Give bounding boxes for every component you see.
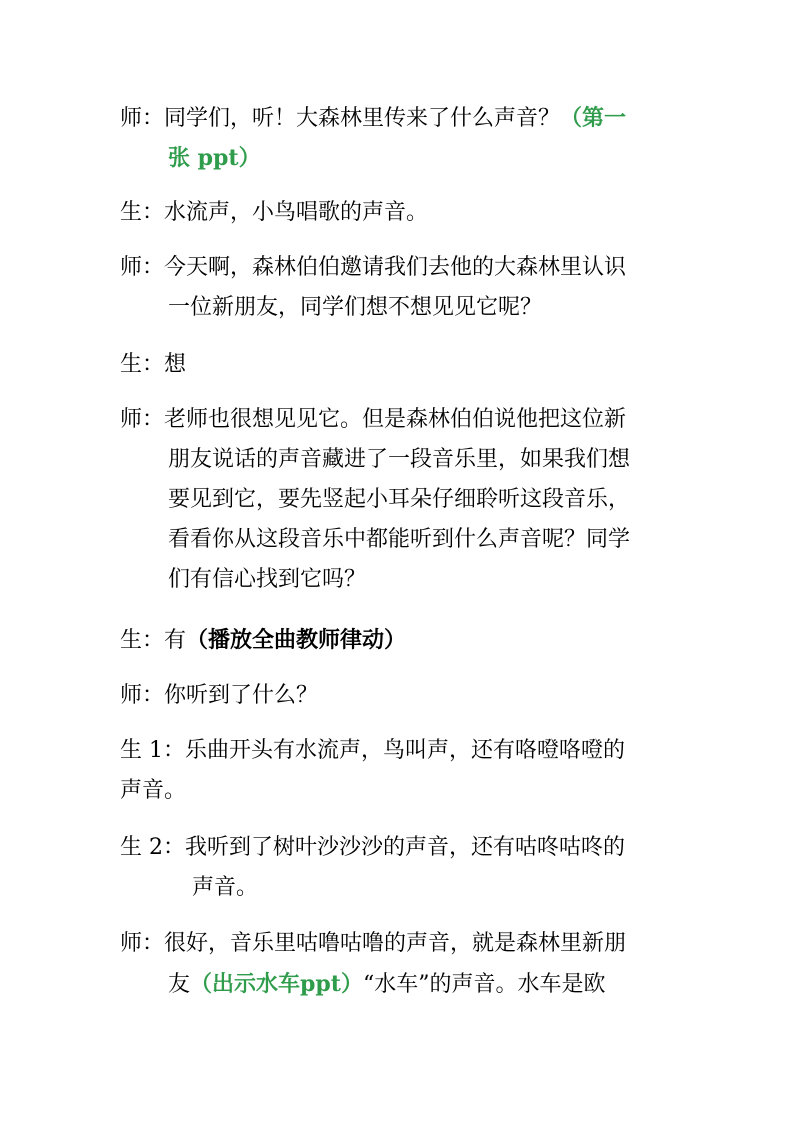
dialogue-text: 生 1：乐曲开头有水流声，鸟叫声，还有咯噔咯噔的 bbox=[120, 738, 625, 763]
paragraph-student-1 bbox=[120, 193, 680, 233]
dialogue-text: 生：有 bbox=[120, 628, 187, 653]
stage-direction: （第一 bbox=[560, 105, 627, 131]
dialogue-text: 朋友说话的声音藏进了一段音乐里，如果我们想 bbox=[168, 447, 631, 472]
dialogue-text: 要见到它，要先竖起小耳朵仔细聆听这段音乐， bbox=[168, 487, 631, 512]
dialogue-text: 师：很好，音乐里咕噜咕噜的声音，就是森林里新朋 bbox=[120, 931, 627, 956]
paragraph-student-5 bbox=[120, 828, 680, 908]
paragraph-student-2 bbox=[120, 345, 680, 385]
dialogue-text: 们有信心找到它吗？ bbox=[168, 567, 367, 592]
dialogue-text: 友 bbox=[168, 972, 191, 997]
paragraph-teacher-5 bbox=[120, 924, 680, 1004]
stage-direction: 张 ppt） bbox=[168, 145, 261, 171]
dialogue-text: 生 2：我听到了树叶沙沙沙的声音，还有咕咚咕咚的 bbox=[120, 835, 625, 860]
paragraph-student-4 bbox=[120, 731, 680, 811]
dialogue-text: 看看你从这段音乐中都能听到什么声音呢？同学 bbox=[168, 527, 631, 552]
stage-direction: （播放全曲教师律动） bbox=[186, 627, 407, 653]
dialogue-text: 师：老师也很想见见它。但是森林伯伯说他把这位新 bbox=[120, 407, 627, 432]
paragraph-teacher-1 bbox=[120, 98, 680, 178]
dialogue-text: 生：想 bbox=[120, 352, 187, 377]
dialogue-text: 一位新朋友，同学们想不想见见它呢？ bbox=[168, 295, 543, 320]
dialogue-text: 师：同学们，听！大森林里传来了什么声音？ bbox=[120, 106, 561, 131]
dialogue-text: 师：今天啊，森林伯伯邀请我们去他的大森林里认识 bbox=[120, 255, 627, 280]
dialogue-text: 声音。 bbox=[120, 778, 187, 803]
dialogue-text: 生：水流声，小鸟唱歌的声音。 bbox=[120, 200, 429, 225]
dialogue-text: “水车”的声音。水车是欧 bbox=[362, 972, 606, 997]
paragraph-teacher-4 bbox=[120, 676, 680, 716]
stage-direction: （出示水车ppt） bbox=[190, 971, 363, 997]
paragraph-teacher-2 bbox=[120, 248, 680, 328]
paragraph-teacher-3 bbox=[120, 400, 680, 600]
dialogue-text: 声音。 bbox=[192, 875, 259, 900]
dialogue-text: 师：你听到了什么？ bbox=[120, 683, 319, 708]
paragraph-student-3 bbox=[120, 620, 680, 660]
